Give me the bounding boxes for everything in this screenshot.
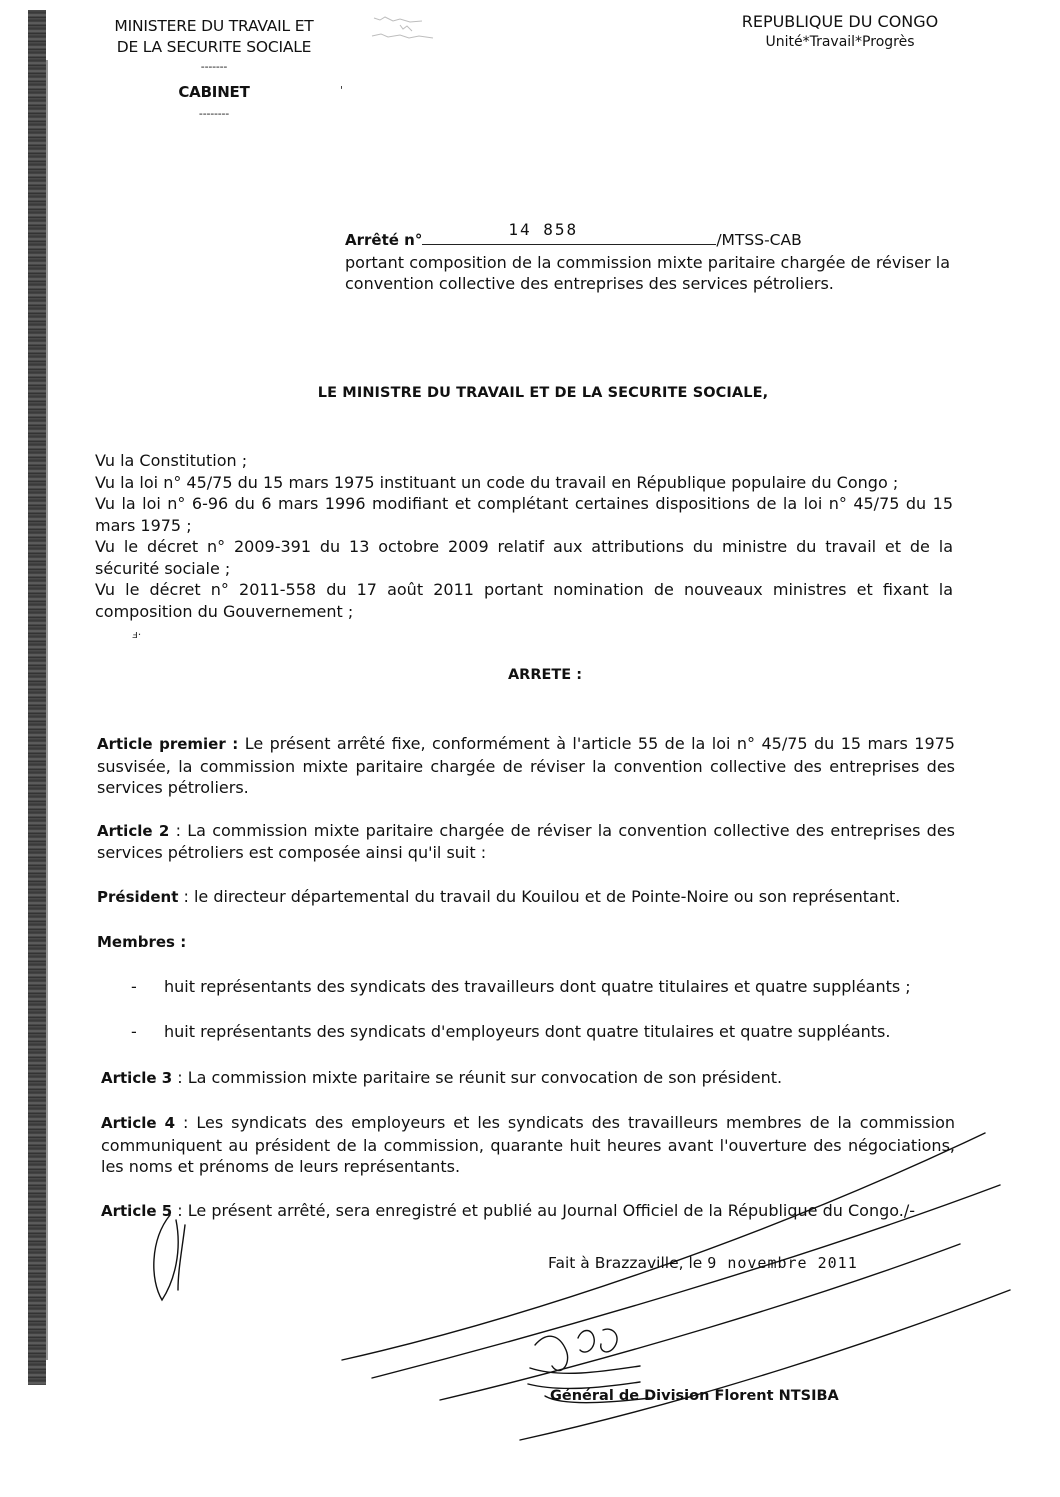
- article-1-label: Article premier :: [97, 735, 239, 753]
- visa-item: Vu la Constitution ;: [95, 451, 248, 470]
- scan-edge-line: [46, 60, 48, 1360]
- bullet-marker: -: [131, 976, 137, 996]
- faint-stamp-mark: [370, 10, 445, 50]
- handwritten-tick: ⅎ·: [132, 628, 142, 641]
- visa-item: Vu le décret n° 2011-558 du 17 août 2011 portant nomination de nouveaux ministres et fixant la composition du Gouvernement ;: [95, 580, 953, 621]
- header-separator-1: -------: [200, 60, 228, 73]
- member-item-1: [97, 976, 955, 998]
- article-4: [97, 1112, 955, 1178]
- ministry-line-2: DE LA SECURITE SOCIALE: [116, 38, 312, 56]
- members-label: Membres :: [97, 933, 187, 951]
- president-text: : le directeur départemental du travail du Kouilou et de Pointe-Noire ou son représentant.: [178, 886, 901, 906]
- republic-name: REPUBLIQUE DU CONGO: [741, 12, 939, 31]
- article-5: [97, 1200, 955, 1223]
- member-1-text: huit représentants des syndicats des travailleurs dont quatre titulaires et quatre suppléants ;: [164, 976, 911, 996]
- place-text: Fait à Brazzaville, le: [548, 1254, 703, 1272]
- member-2-text: huit représentants des syndicats d'employeurs dont quatre titulaires et quatre suppléants.: [164, 1022, 891, 1041]
- minister-title-text: LE MINISTRE DU TRAVAIL ET DE LA SECURITE SOCIALE,: [317, 385, 769, 401]
- visa-item: Vu le décret n° 2009-391 du 13 octobre 2009 relatif aux attributions du ministre du travail et de la sécurité sociale ;: [95, 537, 953, 578]
- header-separator-2: --------: [198, 107, 230, 120]
- article-3-label: Article 3: [101, 1068, 173, 1087]
- bullet-marker: -: [131, 1022, 137, 1041]
- decree-number-blank: [422, 220, 716, 245]
- arrete-heading: [0, 667, 1060, 683]
- visa-item: Vu la loi n° 6-96 du 6 mars 1996 modifiant et complétant certaines dispositions de la loi n° 45/75 du 15 mars 1975 ;: [95, 494, 953, 535]
- article-1: [97, 733, 955, 799]
- decree-description: portant composition de la commission mixte paritaire chargée de réviser la convention collective des entreprises des services pétroliers.: [345, 253, 950, 293]
- president-line: [97, 886, 955, 909]
- visas-list: [95, 450, 953, 622]
- decree-number-line: [345, 220, 950, 252]
- members-heading: [97, 931, 955, 954]
- date-text: 9 novembre 2011: [707, 1254, 858, 1272]
- member-item-2: [97, 1021, 955, 1043]
- article-4-label: Article 4: [101, 1114, 176, 1132]
- decree-block: [345, 220, 950, 294]
- ministry-line-1: MINISTERE DU TRAVAIL ET: [114, 17, 314, 35]
- scan-edge-shadow: [28, 10, 46, 1385]
- cabinet-label: CABINET: [178, 83, 250, 101]
- stray-mark: ': [340, 84, 344, 97]
- articles-section: [97, 733, 955, 1222]
- republic-header: [720, 12, 960, 52]
- article-3: [97, 1067, 955, 1090]
- minister-title: [0, 385, 1060, 401]
- article-4-text: : Les syndicats des employeurs et les syndicats des travailleurs membres de la commission communiquent au président de la commission, quarante huit heures avant l'ouverture des négociations, les noms et prénoms de leurs représentants.: [101, 1113, 956, 1176]
- article-5-label: Article 5: [101, 1201, 173, 1220]
- article-3-text: : La commission mixte paritaire se réunit sur convocation de son président.: [172, 1067, 783, 1087]
- article-2-label: Article 2: [97, 821, 170, 840]
- national-motto: Unité*Travail*Progrès: [765, 34, 915, 50]
- article-2-text: : La commission mixte paritaire chargée de réviser la convention collective des entreprises des services pétroliers est composée ainsi qu'il suit :: [97, 820, 955, 862]
- arrete-heading-text: ARRETE :: [507, 667, 583, 683]
- place-and-date: [548, 1254, 858, 1272]
- visa-item: Vu la loi n° 45/75 du 15 mars 1975 instituant un code du travail en République populaire du Congo ;: [95, 472, 899, 492]
- article-2: [97, 820, 955, 864]
- signatory-name: Général de Division Florent NTSIBA: [550, 1388, 839, 1404]
- article-5-text: : Le présent arrêté, sera enregistré et publié au Journal Officiel de la République du Congo./-: [172, 1200, 915, 1220]
- president-label: Président: [97, 887, 179, 906]
- decree-suffix: /MTSS-CAB: [716, 231, 802, 249]
- article-1-text: Le présent arrêté fixe, conformément à l'article 55 de la loi n° 45/75 du 15 mars 1975 susvisée, la commission mixte paritaire chargée de réviser la convention collective des entreprises des services pétroliers.: [97, 734, 955, 797]
- decree-label: Arrêté n°: [345, 231, 423, 249]
- decree-number: 14 858: [508, 220, 579, 239]
- ministry-header: [104, 16, 324, 119]
